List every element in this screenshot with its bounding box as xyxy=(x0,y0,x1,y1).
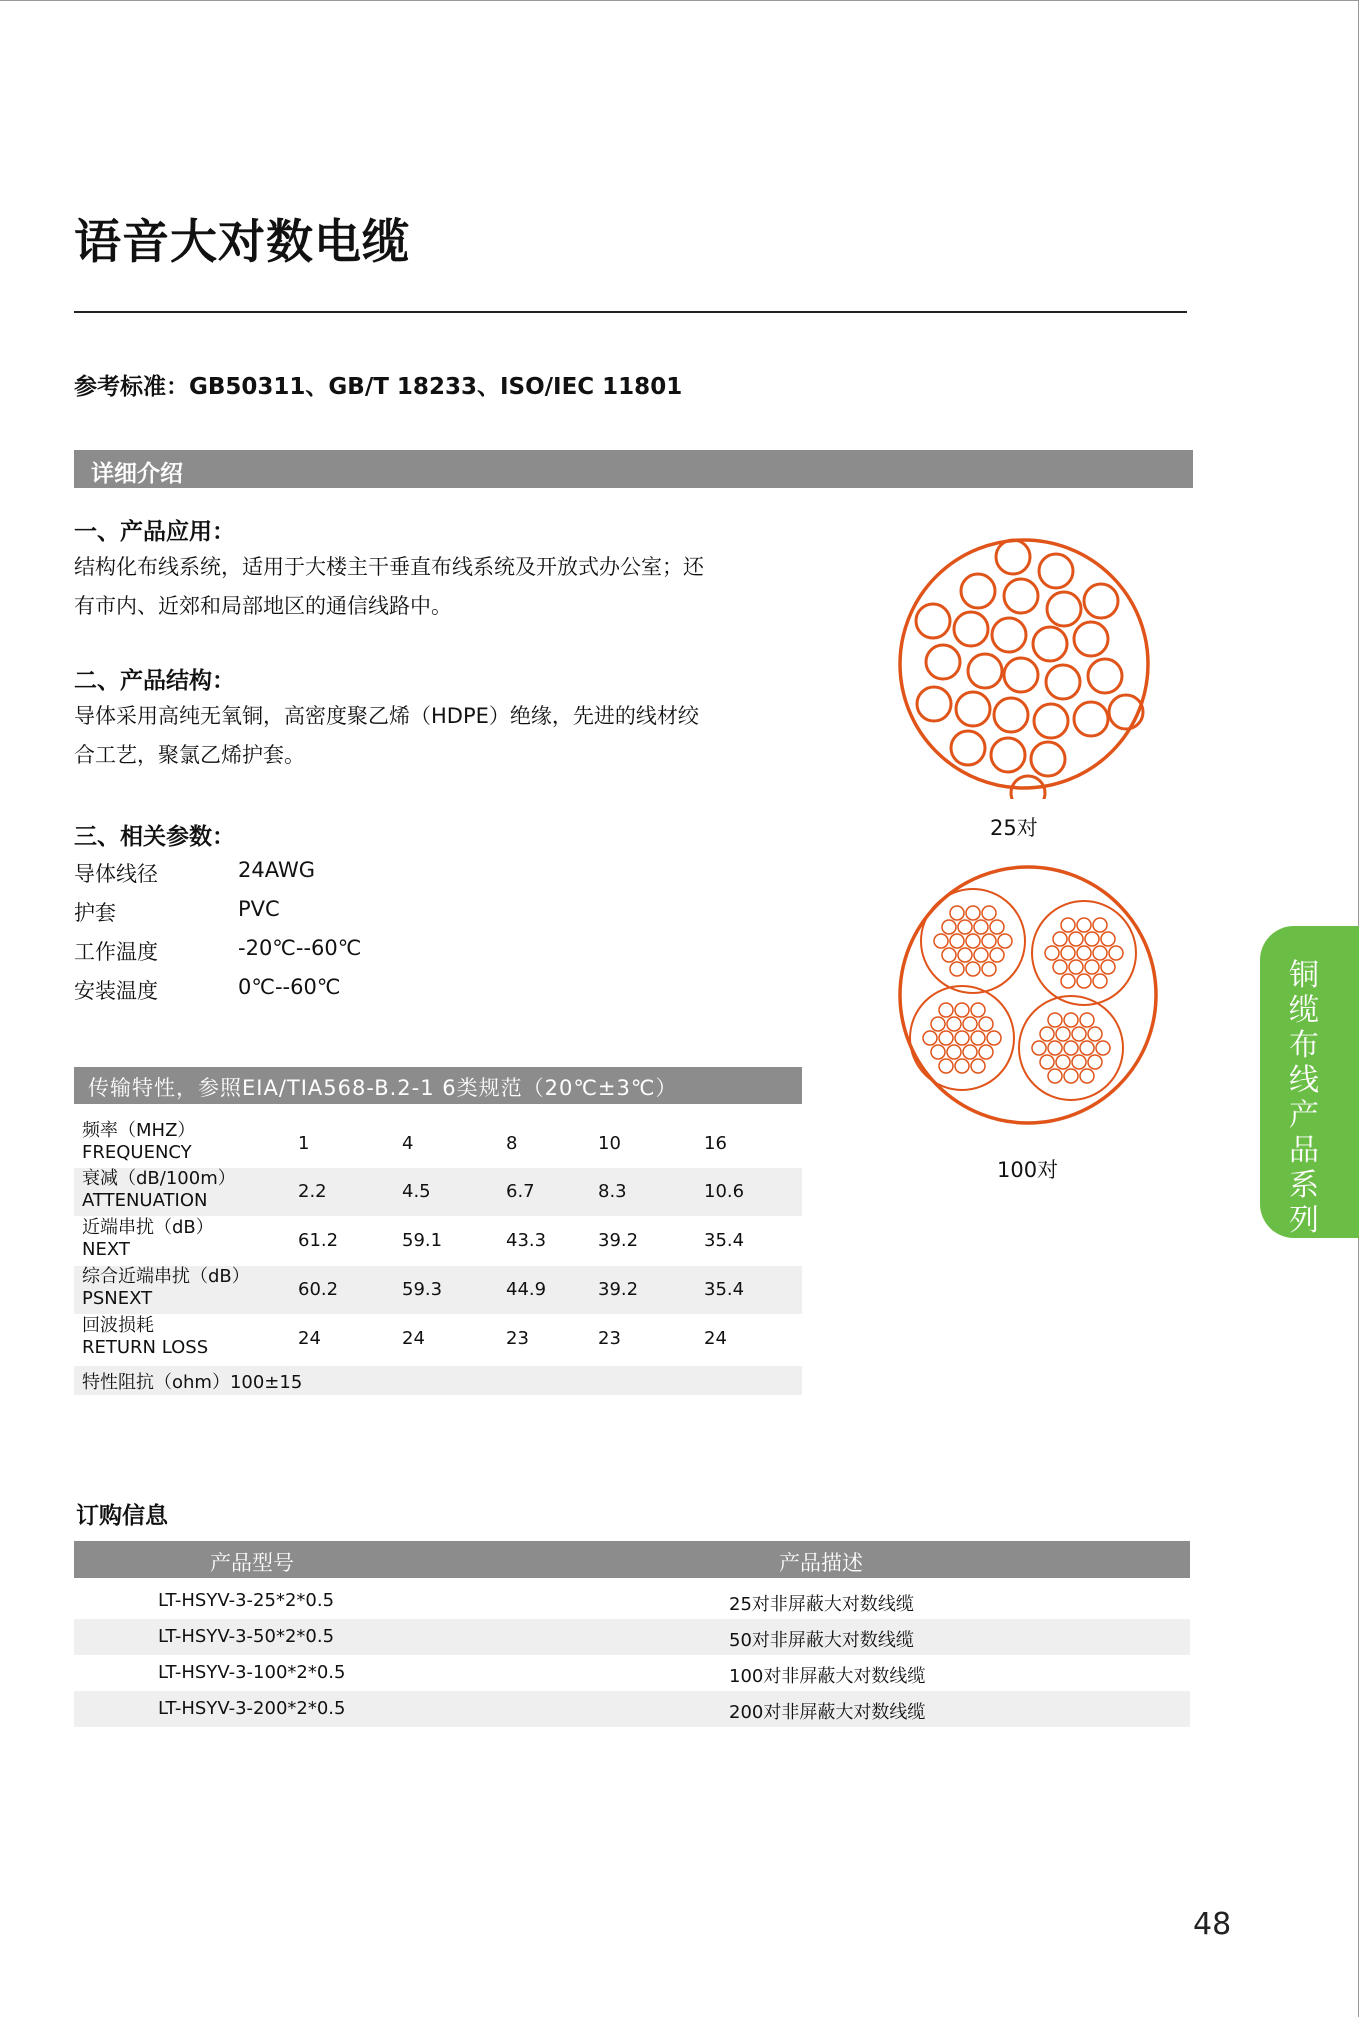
conductor xyxy=(916,604,950,638)
structure-line: 合工艺，聚氯乙烯护套。 xyxy=(74,743,305,767)
conductor xyxy=(1004,658,1038,692)
table-row xyxy=(74,1168,802,1216)
param-key: 导体线径 xyxy=(74,862,158,886)
page-border-top xyxy=(0,0,1359,1)
param-key: 安装温度 xyxy=(74,979,158,1003)
conductor xyxy=(982,906,996,920)
conductor xyxy=(994,698,1028,732)
table-row xyxy=(74,1691,1190,1727)
table-row xyxy=(74,1266,802,1314)
row-label xyxy=(82,1168,236,1212)
conductor xyxy=(963,1045,977,1059)
row-label-zh: 频率（MHZ） xyxy=(82,1120,196,1141)
table-row xyxy=(74,1619,1190,1655)
row-label-en: ATTENUATION xyxy=(82,1190,208,1211)
conductor xyxy=(931,1017,945,1031)
model-cell: LT-HSYV-3-50*2*0.5 xyxy=(158,1626,335,1647)
row-label-zh: 衰减（dB/100m） xyxy=(82,1168,236,1189)
table-cell: 43.3 xyxy=(506,1230,547,1251)
row-label-zh: 近端串扰（dB） xyxy=(82,1217,214,1238)
conductor xyxy=(1061,918,1075,932)
conductor xyxy=(1077,946,1091,960)
conductor xyxy=(1088,1027,1102,1041)
application-text xyxy=(74,548,754,626)
conductor xyxy=(966,934,980,948)
conductor xyxy=(996,540,1030,574)
conductor xyxy=(1048,1041,1062,1055)
conductor xyxy=(1040,1027,1054,1041)
structure-text xyxy=(74,697,754,775)
table-cell: 39.2 xyxy=(598,1279,639,1300)
table-row xyxy=(74,1655,1190,1691)
param-value: 24AWG xyxy=(238,858,315,882)
table-cell: 10 xyxy=(598,1133,621,1154)
row-label xyxy=(82,1217,214,1261)
conductor xyxy=(1074,622,1108,656)
conductor xyxy=(1064,1041,1078,1055)
page-title: 语音大对数电缆 xyxy=(74,215,410,270)
transmission-bar xyxy=(74,1067,802,1104)
row-label-en: FREQUENCY xyxy=(82,1142,192,1163)
side-category-tab xyxy=(1260,926,1359,1238)
detail-section-label: 详细介绍 xyxy=(91,461,183,487)
conductor xyxy=(951,731,985,765)
conductor xyxy=(1088,659,1122,693)
cable-100-pair-diagram xyxy=(894,855,1164,1135)
conductor xyxy=(1048,1069,1062,1083)
param-key: 工作温度 xyxy=(74,940,158,964)
conductor xyxy=(950,934,964,948)
impedance-text: 特性阻抗（ohm）100±15 xyxy=(82,1372,303,1393)
reference-standard: 参考标准：GB50311、GB/T 18233、ISO/IEC 11801 xyxy=(74,374,683,400)
table-cell: 44.9 xyxy=(506,1279,547,1300)
table-cell: 23 xyxy=(506,1328,529,1349)
conductor xyxy=(974,920,988,934)
ordering-header-bar xyxy=(74,1541,1190,1578)
col-desc-header: 产品描述 xyxy=(779,1551,863,1575)
conductor xyxy=(1085,960,1099,974)
conductor xyxy=(1047,592,1081,626)
conductor xyxy=(939,1003,953,1017)
conductor xyxy=(979,1017,993,1031)
conductor xyxy=(1064,1069,1078,1083)
table-cell: 61.2 xyxy=(298,1230,339,1251)
conductor xyxy=(979,1045,993,1059)
impedance-row xyxy=(74,1366,802,1395)
conductor xyxy=(966,962,980,976)
conductor xyxy=(955,1059,969,1073)
conductor xyxy=(968,654,1002,688)
conductor xyxy=(1072,1027,1086,1041)
conductor xyxy=(1056,1055,1070,1069)
conductor xyxy=(926,645,960,679)
table-cell: 16 xyxy=(704,1133,727,1154)
conductor xyxy=(1048,1013,1062,1027)
conductor xyxy=(987,1031,1001,1045)
conductor xyxy=(1061,946,1075,960)
table-row xyxy=(74,1217,802,1265)
conductor xyxy=(1045,946,1059,960)
conductor xyxy=(954,612,988,646)
table-cell: 6.7 xyxy=(506,1181,535,1202)
conductor xyxy=(955,1003,969,1017)
conductor xyxy=(961,574,995,608)
row-label-en: RETURN LOSS xyxy=(82,1337,209,1358)
conductor xyxy=(1032,1041,1046,1055)
conductor xyxy=(963,1017,977,1031)
table-row xyxy=(74,1583,1190,1619)
parameters-heading: 三、相关参数： xyxy=(74,824,235,850)
conductor xyxy=(1053,932,1067,946)
conductor xyxy=(1061,974,1075,988)
conductor xyxy=(1080,1069,1094,1083)
conductor xyxy=(1031,742,1065,776)
detail-section-bar xyxy=(74,450,1193,488)
side-tab-label: 铜缆布线产品系列 xyxy=(1289,958,1319,1238)
conductor xyxy=(974,948,988,962)
conductor xyxy=(942,920,956,934)
conductor xyxy=(1034,704,1068,738)
conductor xyxy=(947,1045,961,1059)
conductor xyxy=(1046,665,1080,699)
conductor xyxy=(1040,1055,1054,1069)
conductor xyxy=(939,1031,953,1045)
figure-caption-100: 100对 xyxy=(997,1158,1059,1182)
conductor xyxy=(1096,1041,1110,1055)
desc-cell: 100对非屏蔽大对数线缆 xyxy=(729,1666,926,1687)
conductor xyxy=(1056,1027,1070,1041)
table-cell: 4.5 xyxy=(402,1181,431,1202)
conductor xyxy=(1074,702,1108,736)
transmission-title: 传输特性，参照EIA/TIA568-B.2-1 6类规范（20℃±3℃） xyxy=(88,1076,678,1100)
desc-cell: 50对非屏蔽大对数线缆 xyxy=(729,1630,914,1651)
conductor xyxy=(1064,1013,1078,1027)
sub-bundle xyxy=(910,986,1014,1090)
conductor xyxy=(1077,974,1091,988)
conductor xyxy=(955,1031,969,1045)
table-cell: 8.3 xyxy=(598,1181,627,1202)
cable-25-pair-diagram xyxy=(893,529,1155,799)
conductor xyxy=(1084,584,1118,618)
model-cell: LT-HSYV-3-200*2*0.5 xyxy=(158,1698,346,1719)
conductor xyxy=(947,1017,961,1031)
sub-bundle xyxy=(1019,996,1123,1100)
row-label-en: NEXT xyxy=(82,1239,130,1260)
conductor xyxy=(1004,579,1038,613)
sub-bundle xyxy=(921,889,1025,993)
conductor xyxy=(942,948,956,962)
model-cell: LT-HSYV-3-100*2*0.5 xyxy=(158,1662,346,1683)
table-cell: 1 xyxy=(298,1133,310,1154)
conductor xyxy=(1088,1055,1102,1069)
conductor xyxy=(1053,960,1067,974)
conductor xyxy=(958,920,972,934)
row-label-zh: 回波损耗 xyxy=(82,1315,154,1336)
table-cell: 10.6 xyxy=(704,1181,745,1202)
application-heading: 一、产品应用： xyxy=(74,519,235,545)
sub-bundle xyxy=(1032,901,1136,1005)
table-cell: 35.4 xyxy=(704,1279,745,1300)
structure-heading: 二、产品结构： xyxy=(74,668,235,694)
table-cell: 24 xyxy=(298,1328,321,1349)
row-label-en: PSNEXT xyxy=(82,1288,153,1309)
conductor xyxy=(958,948,972,962)
conductor xyxy=(1072,1055,1086,1069)
page-number: 48 xyxy=(1193,1907,1232,1942)
conductor xyxy=(923,1031,937,1045)
table-cell: 24 xyxy=(402,1328,425,1349)
conductor xyxy=(990,948,1004,962)
table-cell: 24 xyxy=(704,1328,727,1349)
conductor xyxy=(990,920,1004,934)
param-value: PVC xyxy=(238,897,280,921)
conductor xyxy=(1093,918,1107,932)
conductor xyxy=(1039,554,1073,588)
table-cell: 2.2 xyxy=(298,1181,327,1202)
conductor xyxy=(1080,1041,1094,1055)
desc-cell: 200对非屏蔽大对数线缆 xyxy=(729,1702,926,1723)
conductor xyxy=(934,934,948,948)
conductor xyxy=(966,906,980,920)
conductor xyxy=(917,687,951,721)
table-cell: 35.4 xyxy=(704,1230,745,1251)
conductor xyxy=(1109,946,1123,960)
table-cell: 23 xyxy=(598,1328,621,1349)
conductor xyxy=(998,934,1012,948)
conductor xyxy=(1069,960,1083,974)
conductor xyxy=(992,618,1026,652)
conductor xyxy=(1033,627,1067,661)
figure-caption-25: 25对 xyxy=(990,816,1038,840)
conductor xyxy=(1077,918,1091,932)
table-cell: 59.1 xyxy=(402,1230,443,1251)
conductor xyxy=(1093,974,1107,988)
conductor xyxy=(982,934,996,948)
table-cell: 60.2 xyxy=(298,1279,339,1300)
conductor xyxy=(931,1045,945,1059)
conductor xyxy=(1101,960,1115,974)
param-key: 护套 xyxy=(74,901,116,925)
col-model-header: 产品型号 xyxy=(210,1551,294,1575)
structure-line: 导体采用高纯无氧铜，高密度聚乙烯（HDPE）绝缘，先进的线材绞 xyxy=(74,704,699,728)
conductor xyxy=(939,1059,953,1073)
table-cell: 59.3 xyxy=(402,1279,443,1300)
table-cell: 8 xyxy=(506,1133,518,1154)
conductor xyxy=(950,906,964,920)
conductor xyxy=(1080,1013,1094,1027)
param-value: 0℃--60℃ xyxy=(238,975,341,999)
conductor xyxy=(971,1003,985,1017)
desc-cell: 25对非屏蔽大对数线缆 xyxy=(729,1594,914,1615)
conductor xyxy=(1093,946,1107,960)
conductor xyxy=(991,738,1025,772)
conductor xyxy=(971,1031,985,1045)
row-label xyxy=(82,1266,250,1310)
conductor xyxy=(1085,932,1099,946)
row-label xyxy=(82,1315,208,1359)
param-value: -20℃--60℃ xyxy=(238,936,362,960)
row-label-zh: 综合近端串扰（dB） xyxy=(82,1266,250,1287)
conductor xyxy=(971,1059,985,1073)
row-label xyxy=(82,1120,195,1164)
application-line: 结构化布线系统，适用于大楼主干垂直布线系统及开放式办公室；还 xyxy=(74,555,704,579)
model-cell: LT-HSYV-3-25*2*0.5 xyxy=(158,1590,335,1611)
table-row xyxy=(74,1120,802,1168)
conductor xyxy=(956,692,990,726)
conductor xyxy=(982,962,996,976)
table-row xyxy=(74,1315,802,1363)
conductor xyxy=(950,962,964,976)
conductor xyxy=(1101,932,1115,946)
table-cell: 39.2 xyxy=(598,1230,639,1251)
table-cell: 4 xyxy=(402,1133,414,1154)
ordering-heading: 订购信息 xyxy=(76,1503,168,1529)
title-divider xyxy=(74,311,1187,313)
conductor xyxy=(1069,932,1083,946)
application-line: 有市内、近郊和局部地区的通信线路中。 xyxy=(74,594,452,618)
